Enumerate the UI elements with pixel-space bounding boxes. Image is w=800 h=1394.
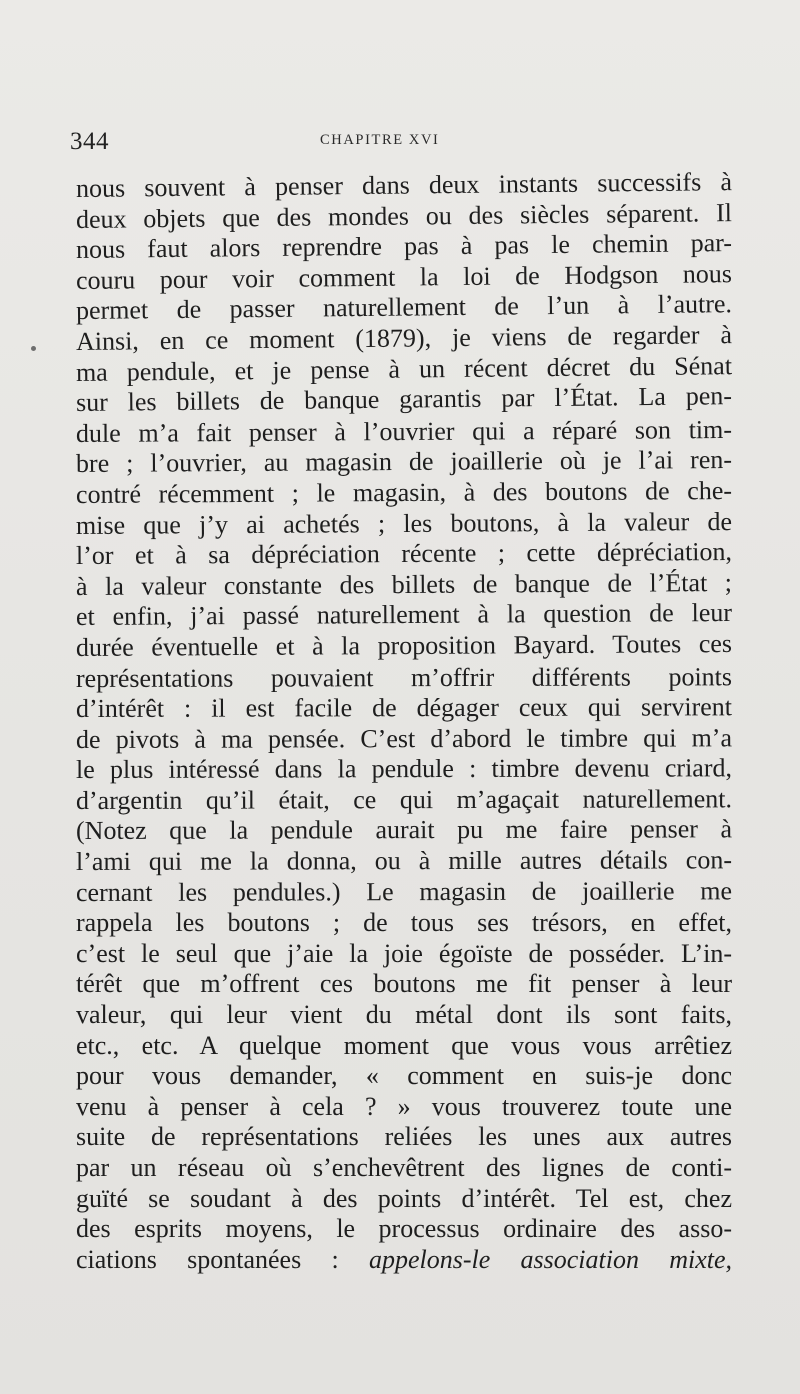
- text-line: et enfin, j’ai passé naturellement à la question de leur: [75, 598, 733, 632]
- text-line: des esprits moyens, le processus ordinaire des asso-: [76, 1214, 732, 1244]
- text-line: dule m’a fait penser à l’ouvrier qui a réparé son tim-: [75, 414, 733, 448]
- text-line: permet de passer naturellement de l’un à l’autre.: [75, 289, 733, 326]
- text-line: durée éventuelle et à la proposition Bayard. Toutes ces: [75, 628, 733, 662]
- text-line: cernant les pendules.) Le magasin de joaillerie me: [75, 875, 733, 907]
- text-line: deux objets que des mondes ou des siècles séparent. Il: [75, 197, 733, 234]
- text-line: nous faut alors reprendre pas à pas le chemin par-: [75, 228, 733, 265]
- margin-mark: [31, 346, 36, 351]
- text-line: couru pour voir comment la loi de Hodgson nous: [75, 258, 733, 295]
- text-line: guïté se soudant à des points d’intérêt. Tel est, chez: [76, 1183, 732, 1213]
- text-line: venu à penser à cela ? » vous trouverez toute une: [76, 1091, 732, 1121]
- text-line: l’ami qui me la donna, ou à mille autres détails con-: [75, 845, 733, 877]
- text-line: c’est le seul que j’aie la joie égoïste de posséder. L’in-: [76, 938, 732, 968]
- text-line: valeur, qui leur vient du métal dont ils sont faits,: [76, 1000, 732, 1030]
- running-header: [70, 128, 730, 164]
- text-line: térêt que m’offrent ces boutons me fit penser à leur: [76, 969, 732, 999]
- text-line: pour vous demander, « comment en suis-je donc: [76, 1061, 732, 1091]
- text-line: rappela les boutons ; de tous ses trésors, en effet,: [76, 908, 732, 938]
- text-line: suite de représentations reliées les unes aux autres: [76, 1122, 732, 1152]
- chapter-title: CHAPITRE XVI: [320, 132, 440, 148]
- text-line: représentations pouvaient m’offrir différents points: [75, 661, 733, 693]
- text-line: etc., etc. A quelque moment que vous vous arrêtiez: [76, 1030, 732, 1060]
- text-line: l’or et à sa dépréciation récente ; cette dépréciation,: [75, 537, 733, 571]
- text-line: à la valeur constante des billets de banque de l’État ;: [75, 567, 733, 601]
- text-line: sur les billets de banque garantis par l’État. La pen-: [75, 381, 733, 418]
- body-text: [75, 167, 733, 1275]
- text-line: d’intérêt : il est facile de dégager ceux qui servirent: [75, 692, 733, 724]
- text-line: mise que j’y ai achetés ; les boutons, à la valeur de: [75, 506, 733, 540]
- text-line: par un réseau où s’enchevêtrent des lignes de conti-: [76, 1153, 732, 1182]
- page-number: 344: [70, 128, 109, 155]
- text-line: de pivots à ma pensée. C’est d’abord le timbre qui m’a: [75, 722, 733, 754]
- text-line-last: [76, 1245, 732, 1276]
- text-line: ma pendule, et je pense à un récent décret du Sénat: [75, 350, 733, 387]
- text-line: contré récemment ; le magasin, à des boutons de che-: [75, 475, 733, 509]
- text-line-last-italic: appelons-le association mixte,: [368, 1244, 732, 1274]
- text-line-last-roman: ciations spontanées :: [76, 1244, 339, 1274]
- text-line: bre ; l’ouvrier, au magasin de joaillerie où je l’ai ren-: [75, 445, 733, 479]
- text-line: d’argentin qu’il était, ce qui m’agaçait naturellement.: [75, 784, 733, 815]
- text-line: nous souvent à penser dans deux instants successifs à: [75, 167, 733, 203]
- text-line: (Notez que la pendule aurait pu me faire penser à: [75, 814, 733, 846]
- text-line: le plus intéressé dans la pendule : timbre devenu criard,: [75, 753, 733, 785]
- text-line: Ainsi, en ce moment (1879), je viens de regarder à: [75, 320, 733, 356]
